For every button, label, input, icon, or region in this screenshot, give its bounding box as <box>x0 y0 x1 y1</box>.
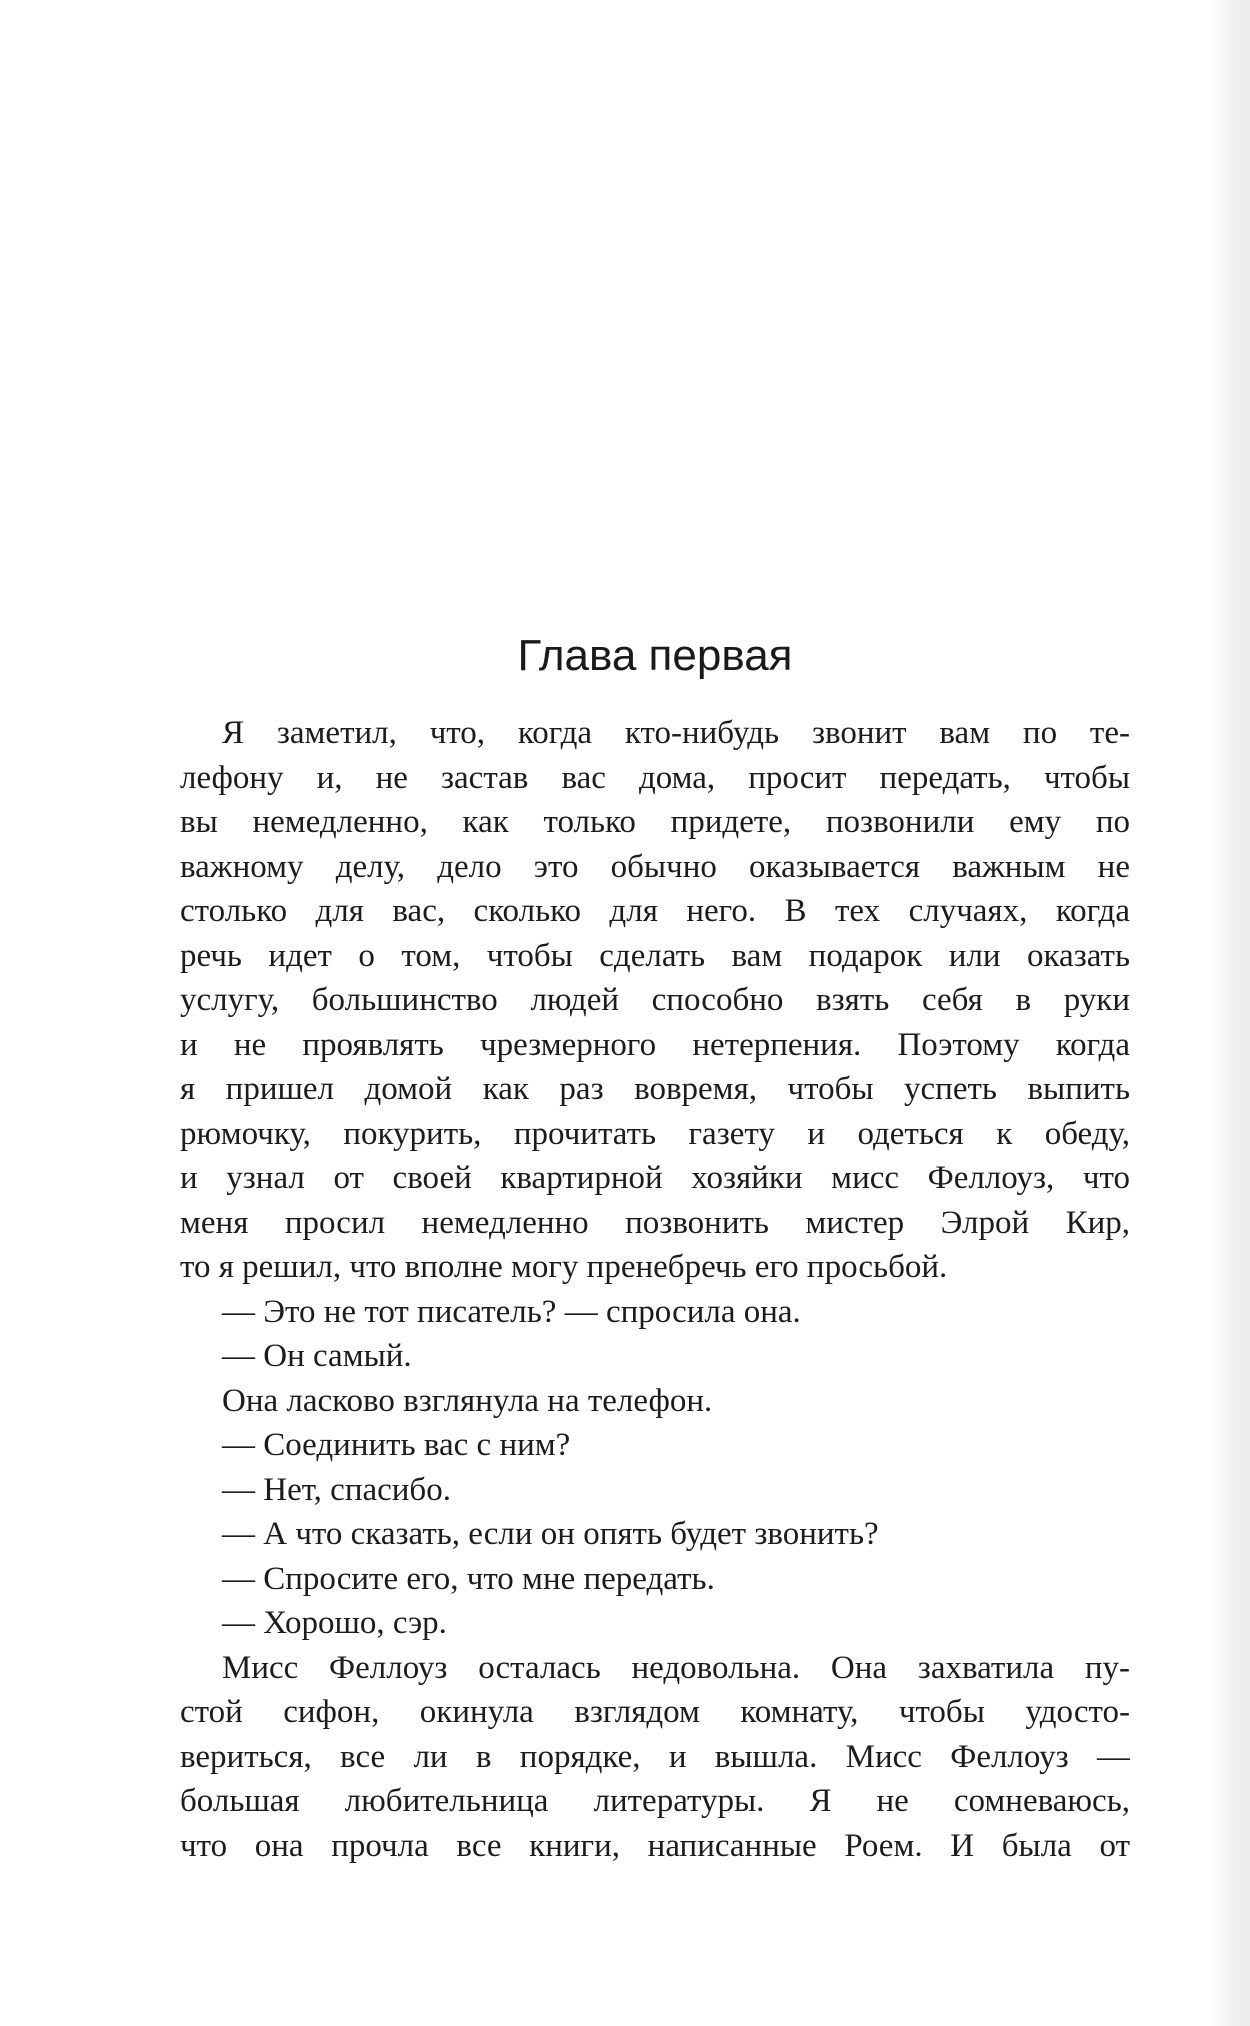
text-line: меня просил немедленно позвонить мистер Элрой Кир, <box>180 1204 1130 1241</box>
text-line: большая любительница литературы. Я не сомневаюсь, <box>180 1783 1130 1819</box>
text-line: вериться, все ли в порядке, и вышла. Мисс Феллоуз — <box>180 1738 1130 1775</box>
text-line: важному делу, дело это обычно оказывается важным не <box>180 848 1130 885</box>
text-line: и узнал от своей квартирной хозяйки мисс Феллоуз, что <box>180 1160 1130 1196</box>
text-line: рюмочку, покурить, прочитать газету и одеться к обеду, <box>180 1115 1130 1152</box>
chapter-text <box>180 711 1130 1868</box>
text-line: Она ласково взглянула на телефон. <box>222 1382 713 1419</box>
text-line: — Это не тот писатель? — спросила она. <box>222 1293 801 1330</box>
text-line: и не проявлять чрезмерного нетерпения. Поэтому когда <box>180 1026 1130 1063</box>
text-line: — Нет, спасибо. <box>222 1471 451 1508</box>
text-line: лефону и, не застав вас дома, просит передать, чтобы <box>180 759 1130 796</box>
text-line: что она прочла все книги, написанные Роем. И была от <box>180 1827 1130 1864</box>
text-line: — А что сказать, если он опять будет звонить? <box>222 1516 879 1552</box>
text-line: — Спросите его, что мне передать. <box>222 1560 715 1597</box>
text-line: стой сифон, окинула взглядом комнату, чтобы удосто- <box>180 1694 1130 1730</box>
text-line: я пришел домой как раз вовремя, чтобы успеть выпить <box>180 1071 1130 1107</box>
text-line: речь идет о том, чтобы сделать вам подарок или оказать <box>180 937 1130 974</box>
text-line: услугу, большинство людей способно взять себя в руки <box>180 982 1130 1018</box>
chapter-title: Глава первая <box>517 631 793 680</box>
text-line: Я заметил, что, когда кто-нибудь звонит вам по те- <box>222 715 1130 751</box>
page-edge-shadow <box>1208 0 1250 2026</box>
text-line: — Хорошо, сэр. <box>222 1605 447 1641</box>
text-line: то я решил, что вполне могу пренебречь его просьбой. <box>180 1249 948 1285</box>
text-line: вы немедленно, как только придете, позвонили ему по <box>180 804 1130 840</box>
text-line: — Он самый. <box>222 1338 412 1374</box>
text-line: столько для вас, сколько для него. В тех случаях, когда <box>180 893 1130 929</box>
text-line: — Соединить вас с ним? <box>222 1427 571 1463</box>
text-line: Мисс Феллоуз осталась недовольна. Она захватила пу- <box>222 1649 1130 1686</box>
